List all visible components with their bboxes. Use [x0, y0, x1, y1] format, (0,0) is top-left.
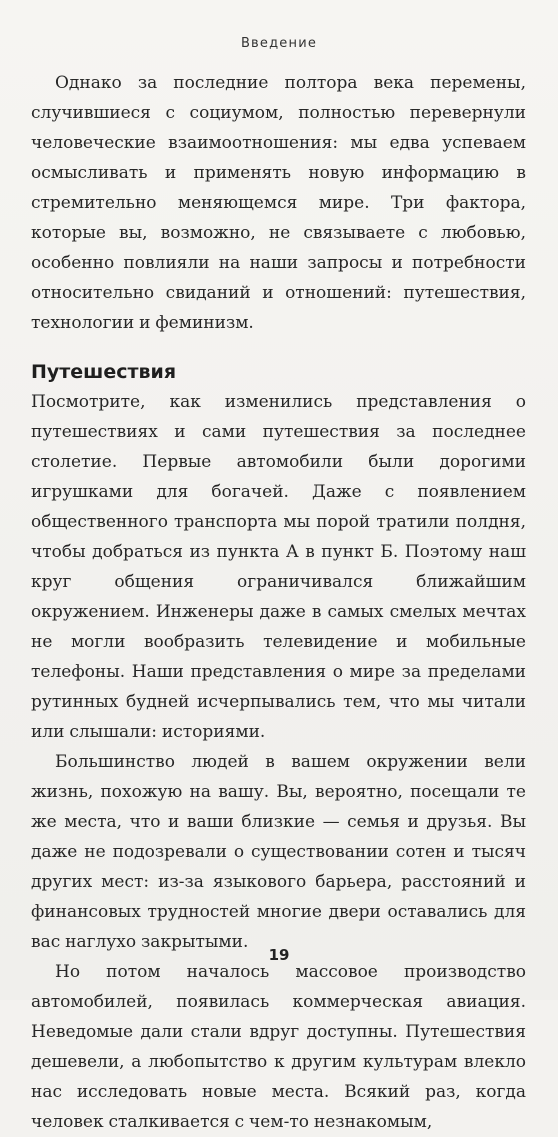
section-paragraph-3: Но потом началось массовое производство автомобилей, появилась коммерческая авиация. Неведомые дали стали вдруг доступны. Путешествия дешевели, а любопытство к другим культурам влекло нас исследовать новые места. Всякий раз, когда человек сталкивается с чем-то незнакомым,	[31, 962, 526, 1132]
page-body	[31, 68, 526, 1137]
section-paragraph-2: Большинство людей в вашем окружении вели жизнь, похожую на вашу. Вы, вероятно, посещали те же места, что и ваши близкие — семья и друзья. Вы даже не подозревали о существовании сотен и тысяч других мест: из-за языкового барьера, расстояний и финансовых трудностей многие двери оставались для вас наглухо закрытыми.	[31, 752, 526, 952]
intro-paragraph: Однако за последние полтора века перемены, случившиеся с социумом, полностью перевернули человеческие взаимоотношения: мы едва успеваем осмысливать и применять новую информацию в стремительно меняющемся мире. Три фактора, которые вы, возможно, не связываете с любовью, особенно повлияли на наши запросы и потребности относительно свиданий и отношений: путешествия, технологии и феминизм.	[31, 73, 526, 333]
running-head: Введение	[240, 36, 318, 51]
section-title: Путешествия	[31, 361, 177, 383]
section-paragraph-1: Посмотрите, как изменились представления о путешествиях и сами путешествия за последнее столетие. Первые автомобили были дорогими игрушками для богачей. Даже с появлением общественного транспорта мы порой тратили полдня, чтобы добраться из пункта А в пункт Б. Поэтому наш круг общения ограничивался ближайшим окружением. Инженеры даже в самых смелых мечтах не могли вообразить телевидение и мобильные телефоны. Наши представления о мире за пределами рутинных будней исчерпывались тем, что мы читали или слышали: историями.	[31, 392, 526, 742]
page-number: 19	[268, 946, 290, 964]
